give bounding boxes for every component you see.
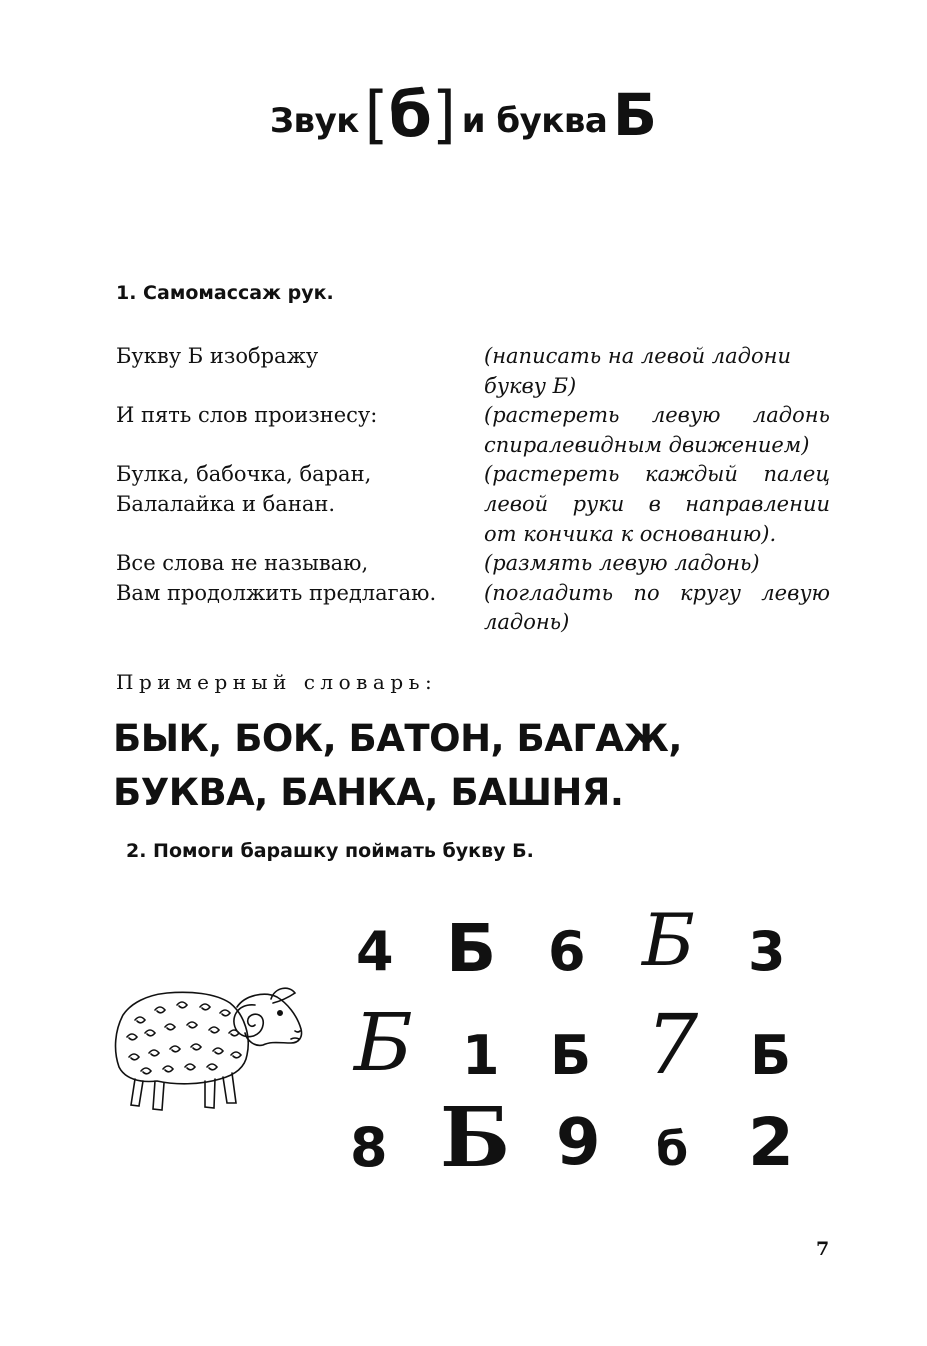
grid-digit-2: 2: [748, 1104, 794, 1181]
instruction-line: (растереть левую ладонь: [484, 403, 830, 428]
instruction-line: (написать на левой ладони: [484, 344, 791, 368]
exercise2-heading: 2. Помоги барашку поймать букву Б.: [126, 840, 534, 862]
grid-digit-4: 4: [356, 920, 394, 983]
instruction-line: (погладить по кругу левую: [484, 580, 830, 605]
grid-digit-3: 3: [748, 920, 786, 983]
grid-letter-b-script: Б: [642, 898, 695, 982]
grid-letter-b-serif: Б: [440, 1090, 511, 1186]
poem-line: Вам продолжить предлагаю.: [116, 580, 437, 605]
ram-illustration: [105, 975, 310, 1125]
grid-letter-b-small: б: [656, 1122, 689, 1176]
grid-digit-9: 9: [556, 1106, 601, 1180]
poem-line: [116, 372, 476, 402]
vocabulary-line-2: БУКВА, БАНКА, БАШНЯ.: [113, 771, 624, 814]
title-part1: Звук: [269, 101, 359, 141]
instruction-line: спиралевидным движением): [484, 432, 810, 457]
title-letter: Б: [612, 81, 658, 149]
poem-line: Булка, бабочка, баран,: [116, 462, 372, 487]
grid-letter-b: Б: [750, 1024, 792, 1087]
grid-digit-6: 6: [548, 920, 586, 983]
poem-line: Все слова не называю,: [116, 551, 369, 576]
instruction-line: (растереть каждый палец: [484, 462, 830, 487]
page-title: [0, 78, 927, 151]
title-part2: и буква: [461, 101, 608, 141]
title-bracket-right: ]: [431, 78, 457, 151]
grid-digit-8: 8: [350, 1116, 388, 1179]
page-number: 7: [816, 1238, 830, 1260]
vocabulary-words: [113, 712, 682, 820]
grid-digit-7-script: 7: [646, 998, 699, 1093]
grid-letter-b-script: Б: [354, 996, 413, 1089]
exercise1-heading: 1. Самомассаж рук.: [116, 282, 334, 304]
instruction-text: [484, 342, 830, 638]
instruction-line: ладонь): [484, 610, 570, 635]
title-bracket-left: [: [364, 78, 389, 151]
instruction-line: левой руки в направлении: [484, 491, 830, 516]
instruction-line: (размять левую ладонь): [484, 551, 760, 576]
poem-line: [116, 431, 476, 461]
vocabulary-label: Примерный словарь:: [116, 670, 438, 694]
instruction-line: от кончика к основанию).: [484, 521, 777, 546]
vocabulary-line-1: БЫК, БОК, БАТОН, БАГАЖ,: [113, 717, 682, 760]
grid-letter-b: Б: [446, 910, 497, 987]
poem-line: Балалайка и банан.: [116, 491, 336, 516]
title-sound: б: [388, 78, 432, 151]
grid-digit-1: 1: [462, 1024, 500, 1087]
grid-letter-b: Б: [550, 1024, 592, 1087]
instruction-line: букву Б): [484, 373, 577, 398]
poem-line: И пять слов произнесу:: [116, 403, 378, 428]
poem-text: [116, 342, 476, 608]
poem-line: [116, 520, 476, 550]
poem-line: Букву Б изображу: [116, 344, 319, 368]
